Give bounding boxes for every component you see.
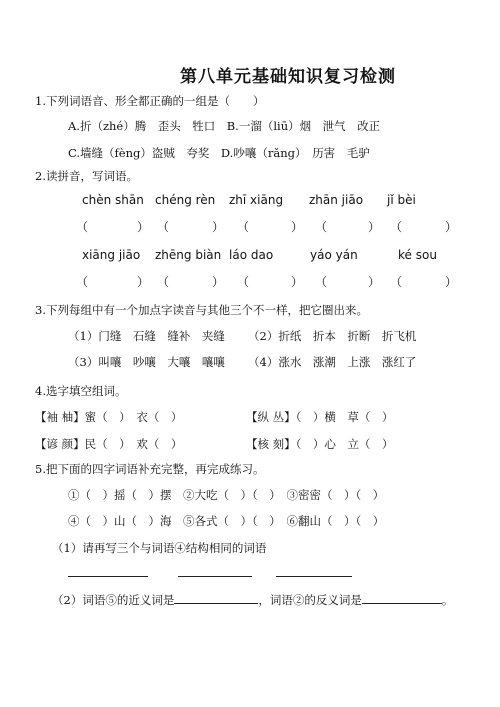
q3-group-4: [248, 354, 416, 370]
q3-group-1: [68, 328, 225, 344]
q3-word: 折飞机: [381, 329, 417, 343]
q4-line1-left: 【袖 柚】蜜（ ） 衣（ ）: [35, 410, 183, 424]
q3-word: 涨潮: [312, 355, 336, 369]
answer-input[interactable]: [329, 289, 364, 303]
answer-blank[interactable]: [178, 576, 252, 577]
answer-paren-close: ）: [212, 275, 225, 289]
q3-word: 夹缝: [201, 329, 225, 343]
q3-word: 涨水: [278, 355, 302, 369]
q5-sub2-text-a: （2）词语⑤的近义词是: [52, 593, 175, 607]
answer-paren-close: ）: [291, 275, 304, 289]
pinyin-item: chéng rèn: [155, 193, 216, 207]
q3-group-2: [248, 328, 416, 344]
answer-paren-close: ）: [212, 220, 225, 234]
answer-paren-close: ）: [368, 275, 381, 289]
group-number: （4）: [248, 355, 279, 369]
q5-sub2: [52, 592, 453, 608]
pinyin-item: jǐ bèi: [387, 193, 416, 207]
pinyin-item: ké sou: [398, 248, 437, 262]
answer-paren-open: （: [76, 220, 89, 234]
q3-group-3: [68, 354, 225, 370]
answer-paren-open: （: [390, 220, 403, 234]
q3-word: 吵嚷: [132, 355, 156, 369]
q3-word: 大嚷: [167, 355, 191, 369]
answer-paren-close: ）: [137, 275, 150, 289]
pinyin-item: zhī xiāng: [229, 193, 284, 207]
q3-word: 上涨: [347, 355, 371, 369]
answer-paren-open: （: [315, 220, 328, 234]
q3-word: 折断: [347, 329, 371, 343]
q1-stem: 1.下列词语音、形全都正确的一组是（ ）: [35, 94, 265, 108]
q5-stem: 5.把下面的四字词语补充完整，再完成练习。: [35, 462, 265, 476]
answer-input[interactable]: [251, 289, 287, 303]
answer-paren-close: ）: [445, 275, 458, 289]
pinyin-item: xiāng jiāo: [82, 248, 141, 262]
pinyin-item: láo dao: [229, 248, 274, 262]
q3-stem: 3.下列每组中有一个加点字读音与其他三个不一样，把它圈出来。: [35, 303, 368, 317]
answer-paren-open: （: [237, 220, 250, 234]
q5-sub2-end: 。: [441, 593, 454, 607]
answer-paren-open: （: [157, 220, 170, 234]
answer-paren-open: （: [76, 275, 89, 289]
q4-line1-right: 【纵 丛】（ ）横 草（ ）: [246, 410, 394, 424]
answer-paren-close: ）: [368, 220, 381, 234]
answer-paren-open: （: [157, 275, 170, 289]
pinyin-item: yáo yán: [310, 248, 358, 262]
q1-option-cd: C.墙缝（fèng）盗贼 夸奖 D.吵嚷（rǎng） 历害 毛驴: [68, 146, 370, 160]
answer-paren-close: ）: [291, 220, 304, 234]
q3-word: 折本: [312, 329, 336, 343]
answer-paren-open: （: [315, 275, 328, 289]
answer-blank[interactable]: [174, 593, 258, 604]
answer-paren-open: （: [390, 275, 403, 289]
answer-input[interactable]: [90, 289, 133, 303]
answer-paren-open: （: [237, 275, 250, 289]
group-number: （1）: [68, 329, 99, 343]
q2-stem: 2.读拼音，写词语。: [35, 169, 138, 183]
q4-stem: 4.选字填空组词。: [35, 384, 127, 398]
pinyin-item: zhān jiāo: [309, 193, 364, 207]
answer-input[interactable]: [90, 234, 133, 248]
answer-input[interactable]: [251, 234, 287, 248]
answer-input[interactable]: [404, 289, 441, 303]
q4-line2-right: 【核 刻】（ ）心 立（ ）: [246, 437, 394, 451]
pinyin-item: zhēng biàn: [155, 248, 222, 262]
q3-word: 缝补: [167, 329, 191, 343]
answer-input[interactable]: [404, 234, 441, 248]
answer-paren-close: ）: [137, 220, 150, 234]
q3-word: 折纸: [278, 329, 302, 343]
answer-blank[interactable]: [362, 593, 442, 604]
answer-input[interactable]: [171, 234, 208, 248]
q3-word: 叫嚷: [98, 355, 122, 369]
answer-input[interactable]: [329, 234, 364, 248]
answer-input[interactable]: [171, 289, 208, 303]
q1-option-ab: A.折（zhé）腾 歪头 牲口 B.一溜（liū）烟 泄气 改正: [68, 119, 381, 133]
q3-word: 嚷嚷: [201, 355, 225, 369]
answer-blank[interactable]: [68, 576, 148, 577]
q5-row-1: ①（ ）摇（ ）摆 ②大吃（ ）（ ） ③密密（ ）（ ）: [68, 488, 385, 502]
q3-word: 涨红了: [381, 355, 417, 369]
q3-word: 门缝: [98, 329, 122, 343]
answer-paren-close: ）: [445, 220, 458, 234]
q3-word: 石缝: [132, 329, 156, 343]
page-title: 第八单元基础知识复习检测: [180, 67, 396, 87]
q5-sub2-text-b: ，词语②的反义词是: [258, 593, 362, 607]
pinyin-item: chèn shān: [82, 193, 144, 207]
answer-blank[interactable]: [276, 576, 352, 577]
group-number: （2）: [248, 329, 279, 343]
group-number: （3）: [68, 355, 99, 369]
q5-sub1: （1）请再写三个与词语④结构相同的词语: [52, 541, 267, 555]
q4-line2-left: 【谚 颜】民（ ） 欢（ ）: [35, 437, 183, 451]
q5-row-2: ④（ ）山（ ）海 ⑤各式（ ）（ ） ⑥翻山（ ）（ ）: [68, 514, 385, 528]
